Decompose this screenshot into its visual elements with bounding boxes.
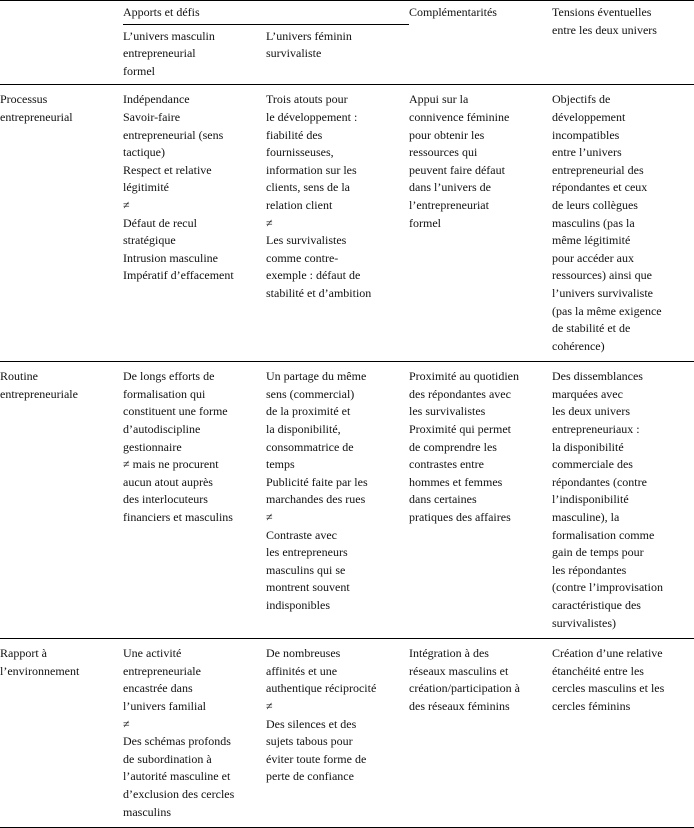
cell-line: Des silences et des	[266, 716, 357, 731]
cell-line: formalisation qui	[123, 386, 206, 401]
cell-line: fiabilité des	[266, 127, 323, 142]
cell-line: pratiques des affaires	[409, 510, 511, 525]
cell-line: Publicité faite par les	[266, 474, 368, 489]
cell-line: indisponibles	[266, 598, 331, 612]
cell-line: formel	[409, 215, 441, 230]
cell-line: De longs efforts de	[123, 369, 215, 384]
cell-line: entre l’univers	[552, 145, 622, 160]
cell-line: Objectifs de	[552, 92, 611, 107]
cell-line: perte de confiance	[266, 769, 354, 784]
cell-line: des réseaux féminins	[409, 698, 510, 713]
header-empty-cell-2	[0, 24, 123, 85]
cell-line: clients, sens de la	[266, 180, 350, 195]
cell-line: (contre l’improvisation	[552, 580, 663, 595]
cell-line: Défaut de recul	[123, 215, 197, 230]
cell-line: information sur les	[266, 162, 357, 177]
cell-line: Des dissemblances	[552, 369, 643, 384]
cell-line: temps	[266, 457, 295, 472]
header-group-label: Apports et défis	[123, 5, 200, 19]
row-label-line: Rapport à	[0, 646, 47, 661]
cell-line: fournisseuses,	[266, 145, 334, 160]
cell-line: masculine), la	[552, 510, 620, 525]
cell-line: Un partage du même	[266, 369, 367, 384]
header-feminin-line: L’univers féminin	[266, 28, 352, 43]
row-label-line: Processus	[0, 92, 48, 107]
cell-line: Intrusion masculine	[123, 250, 218, 265]
cell-line: hommes et femmes	[409, 474, 503, 489]
cell-line: aucun atout auprès	[123, 474, 213, 489]
cell-line: pour accéder aux	[552, 250, 634, 265]
cell-line: entrepreneurial (sens	[123, 127, 224, 142]
cell-line: des interlocuteurs	[123, 492, 208, 507]
cell-tensions	[552, 639, 694, 828]
cell-line: gain de temps pour	[552, 545, 644, 560]
cell-line: connivence féminine	[409, 109, 510, 124]
cell-line: dans certaines	[409, 492, 477, 507]
header-masculin	[123, 24, 266, 85]
cell-line: authentique réciprocité	[266, 681, 377, 696]
cell-line: Création d’une relative	[552, 646, 663, 661]
cell-line: Appui sur la	[409, 92, 469, 107]
cell-line: affinités et une	[266, 663, 338, 678]
cell-line: l’entrepreneuriat	[409, 197, 489, 212]
cell-line: des répondantes avec	[409, 386, 511, 401]
cell-line: Les survivalistes	[266, 233, 347, 248]
cell-line: ≠	[266, 698, 273, 713]
cell-line: entrepreneurial des	[552, 162, 644, 177]
cell-line: masculins qui se	[266, 562, 346, 577]
cell-line: marquées avec	[552, 386, 623, 401]
row-label	[0, 362, 123, 639]
cell-masculin	[123, 85, 266, 362]
cell-line: (pas la même exigence	[552, 303, 662, 318]
cell-line: développement	[552, 109, 626, 124]
cell-line: consommatrice de	[266, 439, 354, 454]
cell-line: commerciale des	[552, 457, 633, 472]
cell-line: exemple : défaut de	[266, 268, 361, 283]
cell-line: peuvent faire défaut	[409, 162, 505, 177]
cell-line: ≠	[266, 215, 273, 230]
header-masculin-line: formel	[123, 63, 155, 78]
cell-masculin	[123, 639, 266, 828]
cell-line: d’exclusion des cercles	[123, 786, 235, 801]
cell-line: de la proximité et	[266, 404, 351, 419]
table-row	[0, 85, 694, 362]
cell-line: la disponibilité	[552, 439, 624, 454]
row-label-line: entrepreneuriale	[0, 386, 78, 401]
cell-line: l’autorité masculine et	[123, 769, 231, 784]
cell-line: Une activité	[123, 646, 182, 661]
cell-line: tactique)	[123, 145, 165, 160]
cell-complementarite	[409, 85, 552, 362]
cell-line: cercles masculins et les	[552, 681, 665, 696]
header-group-apports	[123, 1, 409, 25]
cell-line: Trois atouts pour	[266, 92, 348, 107]
cell-feminin	[266, 362, 409, 639]
cell-line: Intégration à des	[409, 646, 489, 661]
row-label	[0, 85, 123, 362]
header-tensions	[552, 1, 694, 85]
cell-line: répondantes et ceux	[552, 180, 648, 195]
cell-line: cohérence)	[552, 338, 605, 353]
cell-line: Proximité qui permet	[409, 422, 511, 437]
cell-line: de subordination à	[123, 751, 212, 766]
header-row-1	[0, 1, 694, 25]
cell-line: d’autodiscipline	[123, 422, 201, 437]
cell-tensions	[552, 362, 694, 639]
header-feminin	[266, 24, 409, 85]
cell-line: la disponibilité,	[266, 422, 341, 437]
cell-line: éviter toute forme de	[266, 751, 367, 766]
cell-feminin	[266, 639, 409, 828]
header-complementarite	[409, 1, 552, 85]
cell-line: entrepreneuriaux :	[552, 422, 640, 437]
cell-line: formalisation comme	[552, 527, 655, 542]
cell-line: Respect et relative	[123, 162, 212, 177]
cell-line: réseaux masculins et	[409, 663, 509, 678]
cell-line: l’indisponibilité	[552, 492, 629, 507]
cell-line: Proximité au quotidien	[409, 369, 519, 384]
table-row	[0, 362, 694, 639]
cell-line: masculins	[123, 804, 171, 819]
cell-line: Indépendance	[123, 92, 190, 107]
cell-tensions	[552, 85, 694, 362]
cell-line: de leurs collègues	[552, 197, 638, 212]
header-masculin-line: L’univers masculin	[123, 28, 215, 43]
cell-line: étanchéité entre les	[552, 663, 644, 678]
cell-line: montrent souvent	[266, 580, 350, 595]
cell-line: ≠	[266, 510, 273, 525]
header-complementarite-label: Complémentarités	[409, 5, 497, 19]
header-tensions-line: entre les deux univers	[552, 22, 657, 37]
cell-line: survivalistes)	[552, 615, 616, 630]
cell-line: pour obtenir les	[409, 127, 485, 142]
cell-line: cercles féminins	[552, 698, 631, 713]
cell-line: gestionnaire	[123, 439, 182, 454]
header-empty-cell	[0, 1, 123, 25]
row-label	[0, 639, 123, 828]
cell-line: constituent une forme	[123, 404, 228, 419]
cell-line: de comprendre les	[409, 439, 497, 454]
row-label-line: l’environnement	[0, 663, 80, 678]
cell-line: répondantes (contre	[552, 474, 647, 489]
cell-feminin	[266, 85, 409, 362]
header-feminin-line: survivaliste	[266, 46, 322, 61]
cell-line: les deux univers	[552, 404, 630, 419]
cell-line: Contraste avec	[266, 527, 337, 542]
cell-line: l’univers familial	[123, 698, 206, 713]
cell-complementarite	[409, 362, 552, 639]
header-masculin-line: entrepreneurial	[123, 46, 196, 61]
cell-line: sens (commercial)	[266, 386, 355, 401]
cell-line: entrepreneuriale	[123, 663, 201, 678]
cell-line: De nombreuses	[266, 646, 341, 661]
cell-line: ressources qui	[409, 145, 478, 160]
cell-line: Savoir-faire	[123, 109, 181, 124]
cell-line: ≠	[123, 716, 130, 731]
cell-line: Des schémas profonds	[123, 734, 231, 749]
row-label-line: Routine	[0, 369, 38, 384]
cell-line: incompatibles	[552, 127, 620, 142]
cell-line: les répondantes	[552, 562, 627, 577]
cell-line: stabilité et d’ambition	[266, 285, 372, 300]
cell-line: encastrée dans	[123, 681, 193, 696]
cell-line: financiers et masculins	[123, 510, 233, 525]
cell-line: relation client	[266, 197, 333, 212]
cell-line: ≠	[123, 197, 130, 212]
cell-line: masculins (pas la	[552, 215, 635, 230]
cell-line: le développement :	[266, 109, 358, 124]
cell-line: comme contre-	[266, 250, 339, 265]
cell-line: les entrepreneurs	[266, 545, 348, 560]
cell-masculin	[123, 362, 266, 639]
cell-line: création/participation à	[409, 681, 520, 696]
cell-line: de stabilité et de	[552, 321, 631, 336]
cell-line: Impératif d’effacement	[123, 268, 234, 283]
cell-line: l’univers survivaliste	[552, 285, 653, 300]
row-label-line: entrepreneurial	[0, 109, 73, 124]
cell-line: caractéristique des	[552, 598, 641, 612]
cell-line: légitimité	[123, 180, 169, 195]
cell-line: les survivalistes	[409, 404, 486, 419]
cell-line: même légitimité	[552, 233, 631, 248]
cell-line: ≠ mais ne procurent	[123, 457, 219, 472]
cell-line: sujets tabous pour	[266, 734, 353, 749]
cell-line: contrastes entre	[409, 457, 484, 472]
table-row	[0, 639, 694, 828]
cell-line: stratégique	[123, 233, 176, 248]
cell-line: marchandes des rues	[266, 492, 366, 507]
header-tensions-line: Tensions éventuelles	[552, 5, 652, 19]
cell-line: dans l’univers de	[409, 180, 491, 195]
cell-line: ressources) ainsi que	[552, 268, 652, 283]
cell-complementarite	[409, 639, 552, 828]
